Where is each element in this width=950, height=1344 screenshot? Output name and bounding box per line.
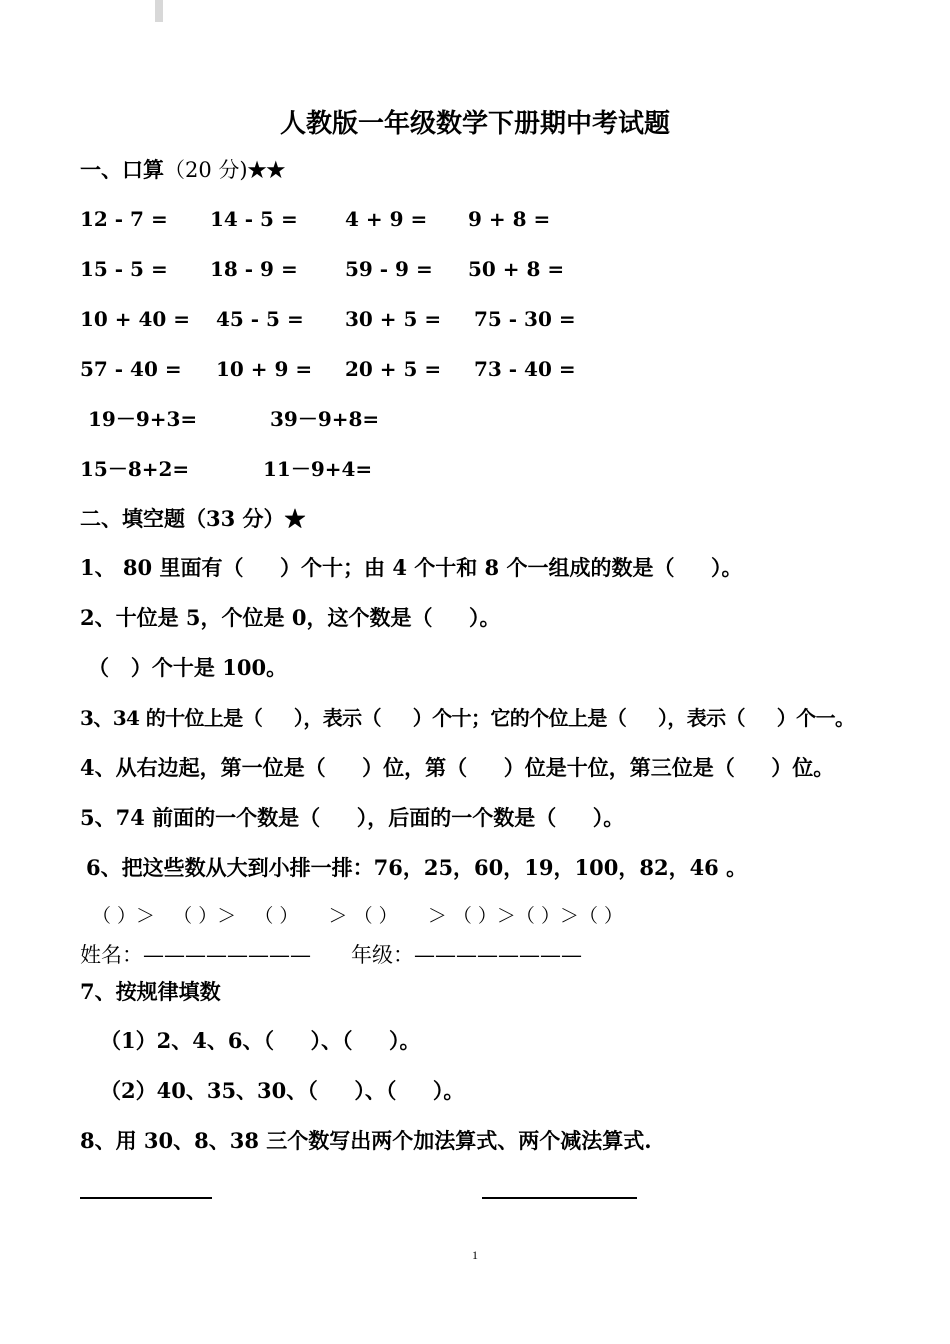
question-6: 6、把这些数从大到小排一排：76，25，60，19，100，82，46 。 bbox=[86, 855, 748, 880]
section1-heading-score: （20 分) bbox=[164, 158, 248, 182]
question-2: 2、十位是 5，个位是 0，这个数是（ ）。 bbox=[80, 605, 501, 630]
question-7-2: （2）40、35、30、（ ）、（ ）。 bbox=[100, 1078, 465, 1103]
mixed-calc-item: 11－9+4= bbox=[263, 457, 373, 481]
page-title: 人教版一年级数学下册期中考试题 bbox=[279, 109, 670, 139]
calc-item: 73 - 40 = bbox=[474, 357, 576, 381]
calc-item: 4 + 9 = bbox=[345, 207, 428, 231]
calc-item: 20 + 5 = bbox=[345, 357, 442, 381]
mixed-calc-item: 15－8+2= bbox=[80, 457, 190, 481]
calc-item: 9 + 8 = bbox=[468, 207, 551, 231]
question-1: 1、 80 里面有（ ）个十；由 4 个十和 8 个一组成的数是（ ）。 bbox=[80, 555, 743, 580]
calc-item: 30 + 5 = bbox=[345, 307, 442, 331]
section1-heading-stars: ★★ bbox=[247, 157, 286, 182]
calc-item: 12 - 7 = bbox=[80, 207, 168, 231]
mixed-calc-item: 19－9+3= bbox=[88, 407, 198, 431]
question-4: 4、从右边起，第一位是（ ）位，第（ ）位是十位，第三位是（ ）位。 bbox=[80, 755, 835, 780]
mixed-calc-item: 39－9+8= bbox=[270, 407, 380, 431]
answer-line bbox=[482, 1197, 637, 1199]
answer-line bbox=[80, 1197, 212, 1199]
question-8: 8、用 30、8、38 三个数写出两个加法算式、两个减法算式. bbox=[80, 1128, 652, 1153]
calc-item: 50 + 8 = bbox=[468, 257, 565, 281]
question-3: 3、34 的十位上是（ ），表示（ ）个十；它的个位上是（ ），表示（ ）个一。 bbox=[80, 706, 855, 730]
page-number: 1 bbox=[472, 1248, 478, 1262]
question-6-blanks: （ ）＞ （ ）＞ （ ） ＞ （ ） ＞ （ ）＞（ ）＞（ ） bbox=[92, 905, 623, 927]
section2-heading: 二、填空题（33 分）★ bbox=[80, 506, 306, 531]
question-7-1: （1）2、4、6、（ ）、（ ）。 bbox=[100, 1028, 421, 1053]
calc-item: 18 - 9 = bbox=[210, 257, 298, 281]
section1-heading-label: 一、口算 bbox=[80, 157, 164, 182]
calc-item: 59 - 9 = bbox=[345, 257, 433, 281]
calc-item: 45 - 5 = bbox=[216, 307, 304, 331]
calc-item: 57 - 40 = bbox=[80, 357, 182, 381]
section1-heading bbox=[80, 157, 285, 183]
calc-item: 15 - 5 = bbox=[80, 257, 168, 281]
scan-mark bbox=[155, 0, 163, 22]
name-grade-line: 姓名：———————— 年级：———————— bbox=[80, 943, 583, 967]
question-7: 7、按规律填数 bbox=[80, 979, 221, 1004]
calc-item: 75 - 30 = bbox=[474, 307, 576, 331]
calc-item: 10 + 40 = bbox=[80, 307, 191, 331]
calc-item: 14 - 5 = bbox=[210, 207, 298, 231]
calc-item: 10 + 9 = bbox=[216, 357, 313, 381]
question-5: 5、74 前面的一个数是（ ），后面的一个数是（ ）。 bbox=[80, 805, 625, 830]
question-2b: （ ）个十是 100。 bbox=[88, 655, 288, 680]
